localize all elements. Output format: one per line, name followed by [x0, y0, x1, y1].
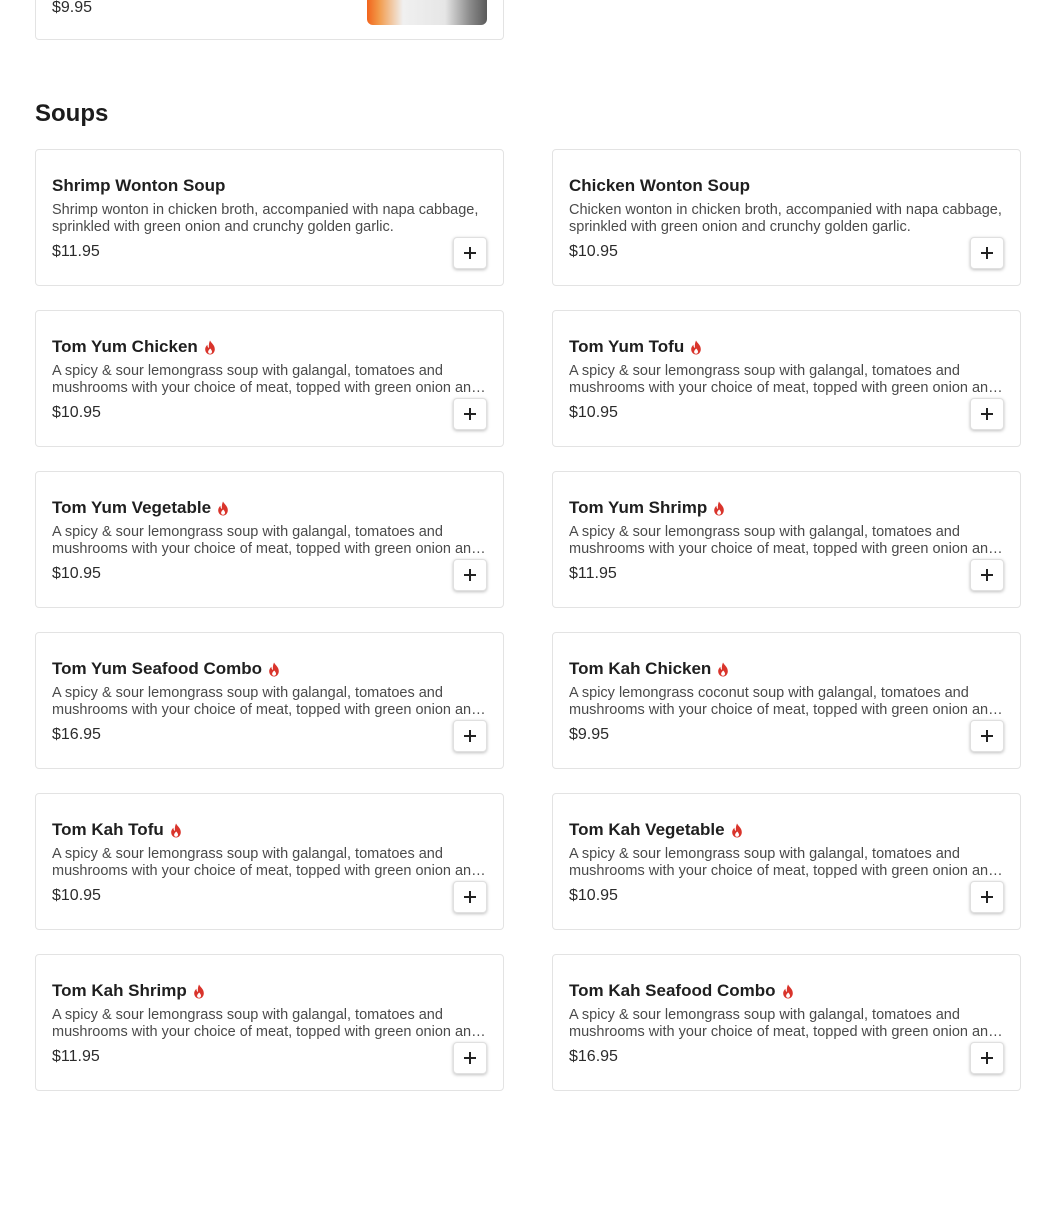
item-name: Tom Kah Seafood Combo: [569, 981, 776, 1000]
flame-icon: [731, 823, 743, 838]
item-name: Tom Yum Shrimp: [569, 498, 708, 517]
item-title-row: [52, 820, 487, 840]
add-item-button[interactable]: [970, 559, 1004, 591]
add-item-button[interactable]: [453, 1042, 487, 1074]
item-name: Tom Kah Vegetable: [569, 820, 725, 839]
flame-icon: [204, 340, 216, 355]
item-title-row: [569, 820, 1004, 840]
item-price: $10.95: [569, 243, 618, 260]
menu-item-card[interactable]: [552, 954, 1021, 1091]
item-title-row: [569, 981, 1004, 1001]
item-price: $10.95: [52, 887, 101, 904]
menu-item-card[interactable]: [35, 793, 504, 930]
flame-icon: [217, 501, 229, 516]
flame-icon: [713, 501, 725, 516]
add-item-button[interactable]: [453, 881, 487, 913]
menu-item-card[interactable]: [35, 471, 504, 608]
item-price: $9.95: [569, 726, 610, 743]
plus-icon: [464, 1052, 476, 1064]
item-title-row: [569, 659, 1004, 679]
item-price: $10.95: [52, 565, 101, 582]
item-description: A spicy & sour lemongrass soup with galangal, tomatoes and mushrooms with your choice of meat, topped with green onion and: [52, 846, 480, 879]
flame-icon: [690, 340, 702, 355]
item-name: Tom Yum Seafood Combo: [52, 659, 262, 678]
add-item-button[interactable]: [453, 720, 487, 752]
item-description: A spicy & sour lemongrass soup with galangal, tomatoes and mushrooms with your choice of meat, topped with green onion and: [52, 363, 480, 396]
item-description: Chicken wonton in chicken broth, accompanied with napa cabbage, sprinkled with green onion and crunchy golden garlic.: [569, 202, 1002, 235]
add-item-button[interactable]: [970, 1042, 1004, 1074]
plus-icon: [981, 730, 993, 742]
menu-item-card[interactable]: [35, 632, 504, 769]
previous-menu-item-card[interactable]: [35, 0, 504, 40]
item-photo: [367, 0, 487, 25]
add-item-button[interactable]: [970, 881, 1004, 913]
menu-item-card[interactable]: [552, 793, 1021, 930]
item-price: $11.95: [569, 565, 617, 582]
item-name: Tom Yum Vegetable: [52, 498, 212, 517]
plus-icon: [464, 408, 476, 420]
flame-icon: [717, 662, 729, 677]
flame-icon: [193, 984, 205, 999]
item-description: A spicy & sour lemongrass soup with galangal, tomatoes and mushrooms with your choice of meat, topped with green onion and: [569, 1007, 997, 1040]
item-description: Shrimp wonton in chicken broth, accompanied with napa cabbage, sprinkled with green onion and crunchy golden garlic.: [52, 202, 479, 235]
item-description: A spicy & sour lemongrass soup with galangal, tomatoes and mushrooms with your choice of meat, topped with green onion and: [52, 685, 480, 718]
item-description: A spicy & sour lemongrass soup with galangal, tomatoes and mushrooms with your choice of meat, topped with green onion and: [569, 846, 997, 879]
item-description: A spicy & sour lemongrass soup with galangal, tomatoes and mushrooms with your choice of meat, topped with green onion and: [52, 1007, 480, 1040]
item-description: A spicy lemongrass coconut soup with galangal, tomatoes and mushrooms with your choice of meat, topped with green onion and: [569, 685, 997, 718]
item-title-row: [52, 981, 487, 1001]
plus-icon: [981, 569, 993, 581]
add-item-button[interactable]: [970, 237, 1004, 269]
item-name: Tom Yum Chicken: [52, 337, 198, 356]
plus-icon: [981, 408, 993, 420]
menu-item-card[interactable]: [35, 310, 504, 447]
item-title-row: [569, 498, 1004, 518]
item-name: Chicken Wonton Soup: [569, 176, 751, 195]
item-description: A spicy & sour lemongrass soup with galangal, tomatoes and mushrooms with your choice of meat, topped with green onion and: [52, 524, 480, 557]
menu-item-card[interactable]: [552, 632, 1021, 769]
add-item-button[interactable]: [453, 398, 487, 430]
flame-icon: [268, 662, 280, 677]
item-title-row: [52, 176, 487, 196]
menu-item-card[interactable]: [552, 149, 1021, 286]
plus-icon: [464, 569, 476, 581]
plus-icon: [981, 247, 993, 259]
item-name: Tom Yum Tofu: [569, 337, 685, 356]
add-item-button[interactable]: [453, 559, 487, 591]
menu-item-card[interactable]: [552, 310, 1021, 447]
menu-items-grid: [35, 149, 1021, 1091]
item-description: A spicy & sour lemongrass soup with galangal, tomatoes and mushrooms with your choice of meat, topped with green onion and: [569, 524, 997, 557]
item-description: A spicy & sour lemongrass soup with galangal, tomatoes and mushrooms with your choice of meat, topped with green onion and: [569, 363, 997, 396]
item-title-row: [569, 337, 1004, 357]
item-price: $10.95: [569, 404, 618, 421]
menu-item-card[interactable]: [35, 149, 504, 286]
plus-icon: [464, 247, 476, 259]
item-price: $11.95: [52, 243, 100, 260]
item-title-row: [52, 659, 487, 679]
item-title-row: [52, 498, 487, 518]
add-item-button[interactable]: [453, 237, 487, 269]
item-price: $10.95: [569, 887, 618, 904]
item-price: $16.95: [569, 1048, 618, 1065]
plus-icon: [981, 1052, 993, 1064]
item-price: $11.95: [52, 1048, 100, 1065]
plus-icon: [981, 891, 993, 903]
add-item-button[interactable]: [970, 720, 1004, 752]
menu-item-card[interactable]: [35, 954, 504, 1091]
menu-item-card[interactable]: [552, 471, 1021, 608]
section-title: Soups: [35, 100, 109, 127]
add-item-button[interactable]: [970, 398, 1004, 430]
flame-icon: [782, 984, 794, 999]
item-price: $10.95: [52, 404, 101, 421]
flame-icon: [170, 823, 182, 838]
item-name: Tom Kah Chicken: [569, 659, 712, 678]
item-name: Tom Kah Shrimp: [52, 981, 187, 1000]
item-title-row: [52, 337, 487, 357]
plus-icon: [464, 891, 476, 903]
item-name: Shrimp Wonton Soup: [52, 176, 226, 195]
plus-icon: [464, 730, 476, 742]
item-price: $16.95: [52, 726, 101, 743]
item-title-row: [569, 176, 1004, 196]
item-price: $9.95: [52, 0, 93, 16]
item-name: Tom Kah Tofu: [52, 820, 164, 839]
